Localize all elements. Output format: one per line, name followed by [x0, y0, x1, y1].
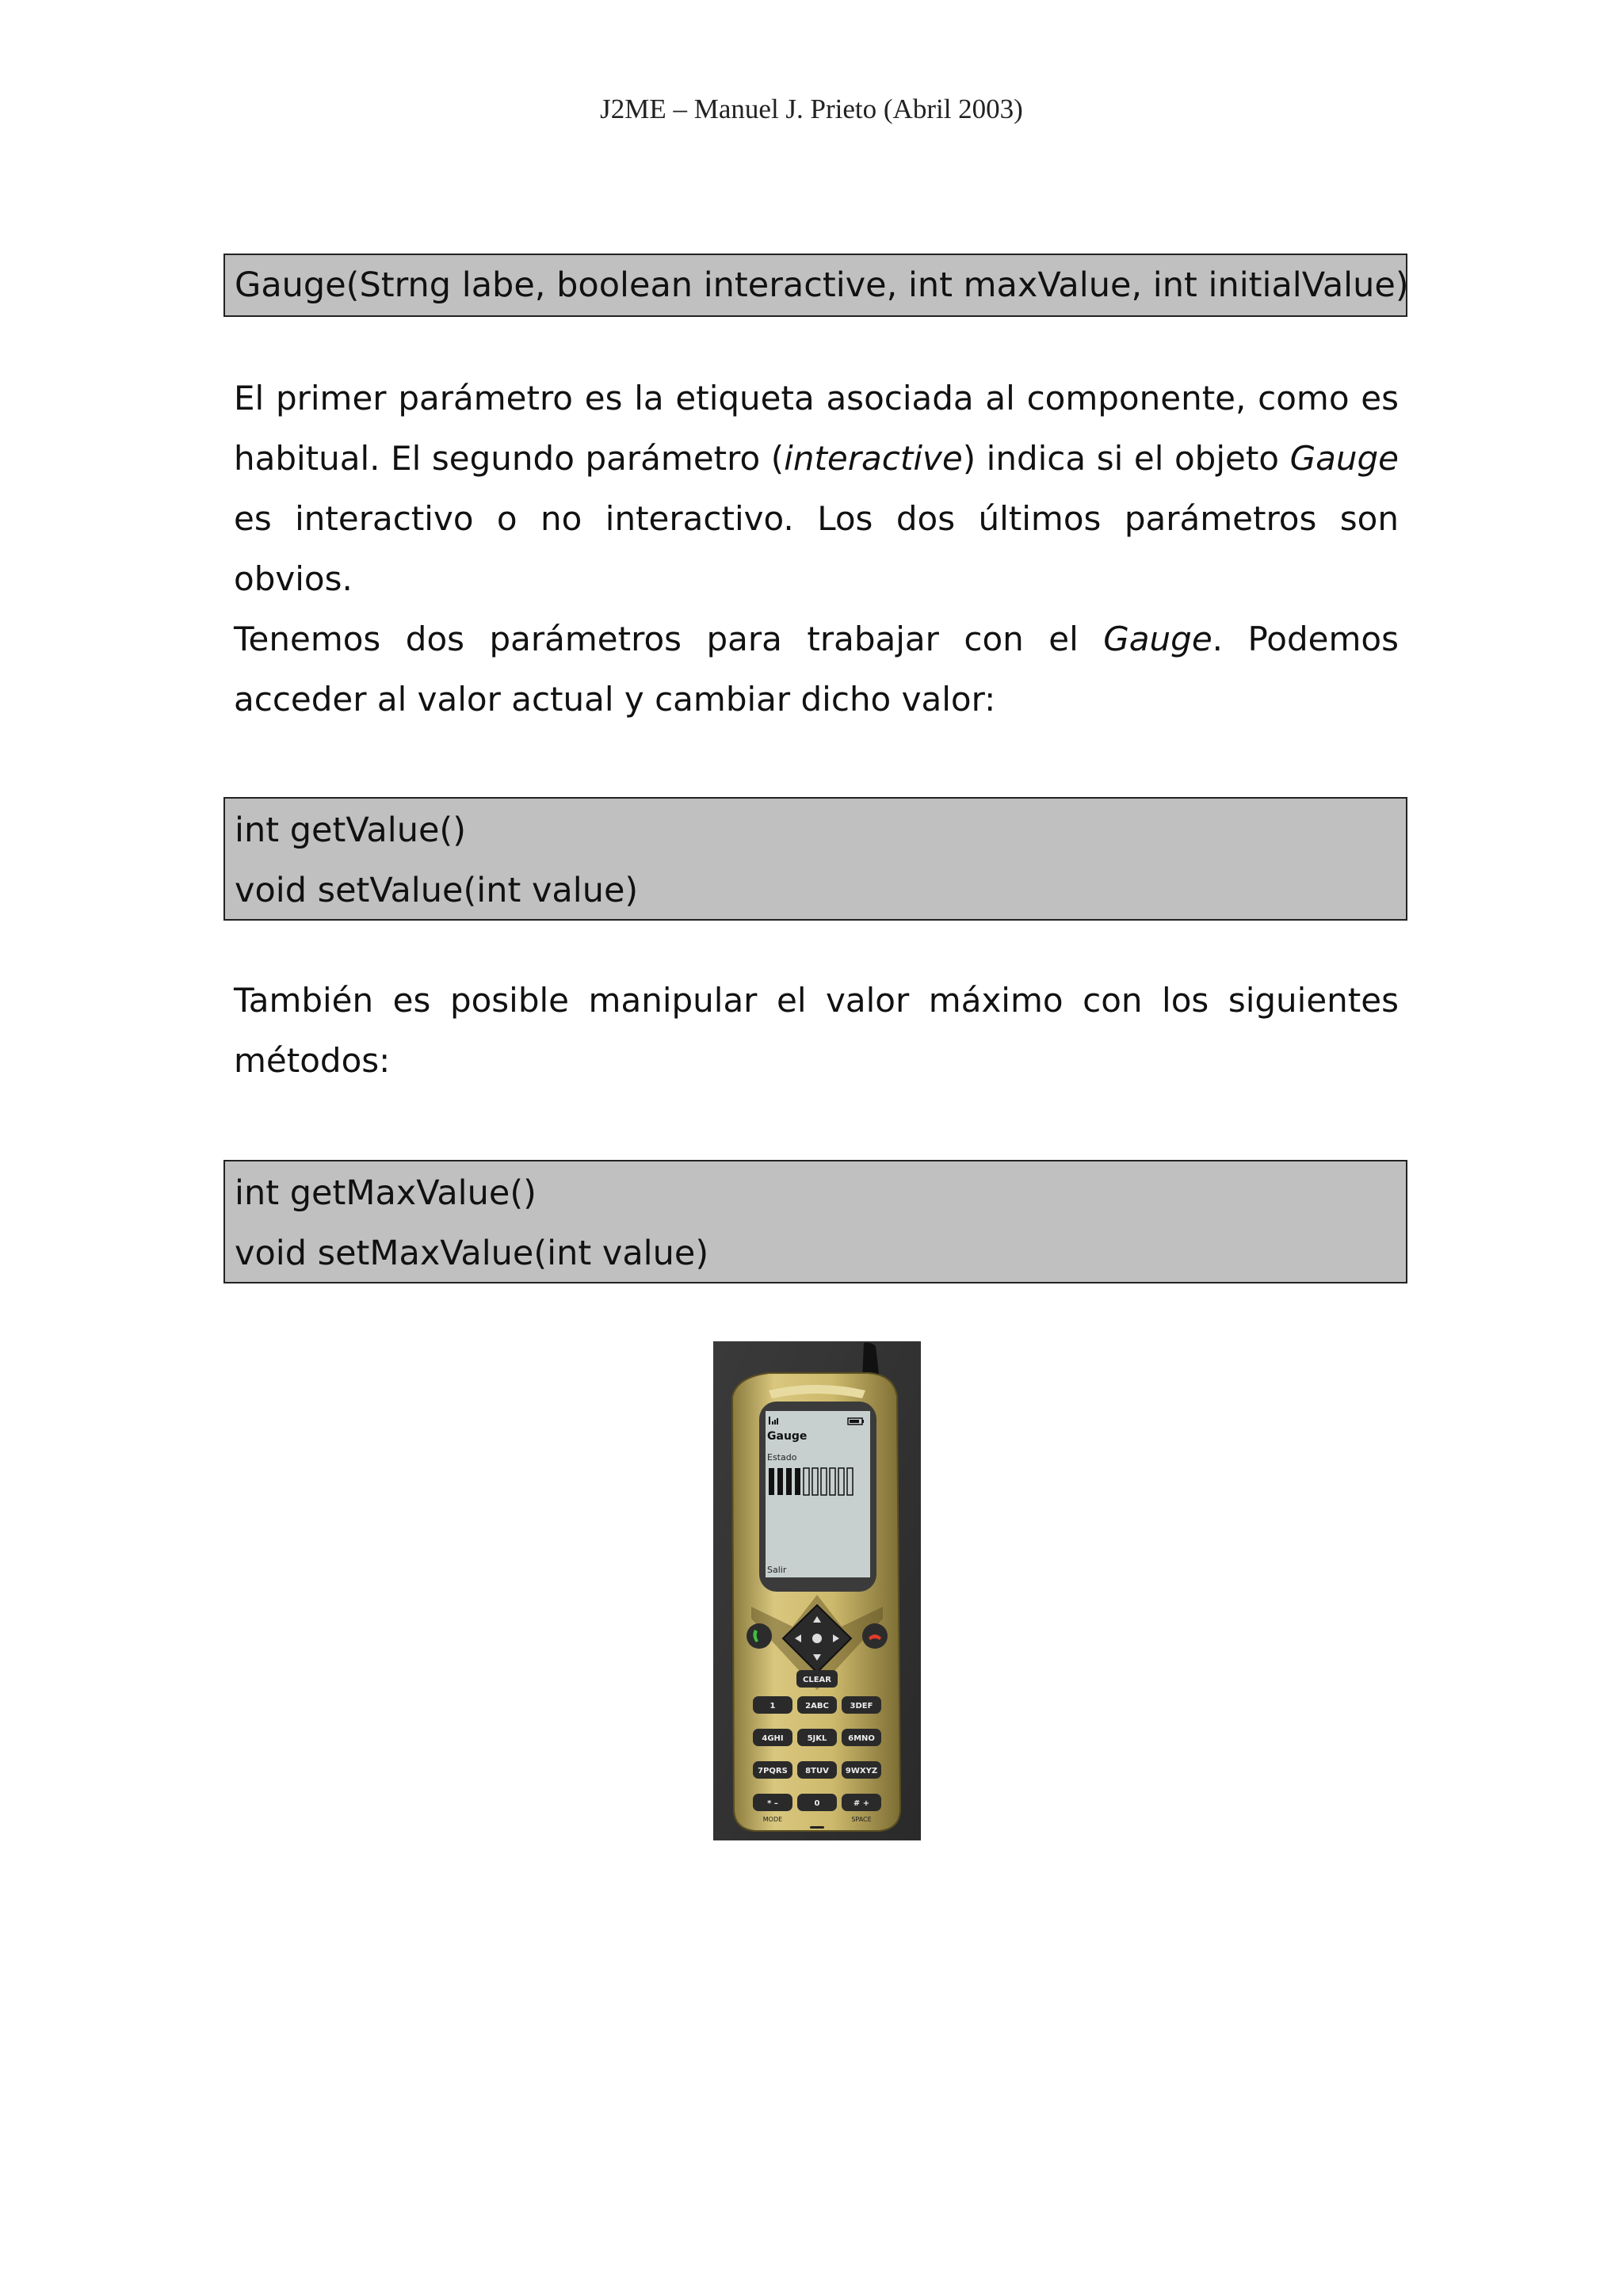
key-6-label: 6MNO: [848, 1734, 875, 1743]
term-gauge: Gauge: [1103, 620, 1212, 658]
nav-center-button: [812, 1634, 822, 1643]
constructor-code-box: [223, 254, 1407, 317]
key-8-label: 8TUV: [805, 1767, 829, 1775]
para1-line2: [234, 429, 1399, 489]
code-line-getvalue: int getValue(): [235, 810, 466, 850]
key-9-label: 9WXYZ: [845, 1767, 878, 1775]
gauge-bar-filled: [777, 1468, 783, 1495]
gauge-bar-filled: [769, 1468, 774, 1495]
softkey-left-label: Salir: [767, 1565, 787, 1575]
mode-label: MODE: [762, 1816, 783, 1823]
key-0-label: 0: [814, 1799, 820, 1808]
gauge-bar-filled: [795, 1468, 800, 1495]
para1-line4: obvios.: [234, 559, 353, 598]
para1-text: ) indica si el objeto: [962, 439, 1290, 478]
term-gauge: Gauge: [1289, 439, 1399, 478]
paragraph-intro: [234, 368, 1399, 730]
para1-text: habitual. El segundo parámetro (: [234, 439, 785, 478]
code-line-getmaxvalue: int getMaxValue(): [235, 1173, 537, 1213]
key-star-label: * –: [767, 1799, 778, 1808]
microphone-slot: [810, 1826, 824, 1829]
code-line-constructor: Gauge(Strng labe, boolean interactive, int maxValue, int initialValue): [235, 265, 1409, 305]
para1-line5: [234, 609, 1399, 669]
phone-emulator-image: [713, 1341, 921, 1840]
key-7-label: 7PQRS: [758, 1767, 788, 1775]
paragraph-maxvalue: [234, 971, 1399, 1091]
gauge-bar-filled: [786, 1468, 792, 1495]
para1-text: . Podemos: [1212, 620, 1399, 658]
key-5-label: 5JKL: [807, 1734, 827, 1743]
key-2-label: 2ABC: [805, 1702, 829, 1711]
para1-line6: acceder al valor actual y cambiar dicho valor:: [234, 680, 996, 719]
para2-line1: También es posible manipular el valor máximo con los siguientes: [234, 981, 1399, 1020]
para1-line1: El primer parámetro es la etiqueta asociada al componente, como es: [234, 379, 1399, 418]
clear-key-label: CLEAR: [803, 1676, 831, 1684]
gauge-label: Estado: [767, 1452, 797, 1463]
key-hash-label: # +: [853, 1799, 870, 1808]
screen-title: Gauge: [767, 1430, 808, 1443]
space-label: SPACE: [851, 1816, 872, 1823]
maxvalue-code-box: [223, 1160, 1407, 1283]
para1-line3: es interactivo o no interactivo. Los dos últimos parámetros son: [234, 499, 1399, 538]
call-button: [747, 1623, 772, 1649]
value-code-box: [223, 797, 1407, 921]
code-line-setvalue: void setValue(int value): [235, 871, 639, 910]
para2-line2: métodos:: [234, 1041, 391, 1080]
key-4-label: 4GHI: [762, 1734, 784, 1743]
key-3-label: 3DEF: [850, 1702, 873, 1711]
key-1-label: 1: [769, 1702, 776, 1711]
term-interactive: interactive: [784, 439, 963, 478]
code-line-setmaxvalue: void setMaxValue(int value): [235, 1234, 709, 1273]
page-header: J2ME – Manuel J. Prieto (Abril 2003): [600, 93, 1023, 124]
para1-text: Tenemos dos parámetros para trabajar con el: [234, 620, 1104, 658]
